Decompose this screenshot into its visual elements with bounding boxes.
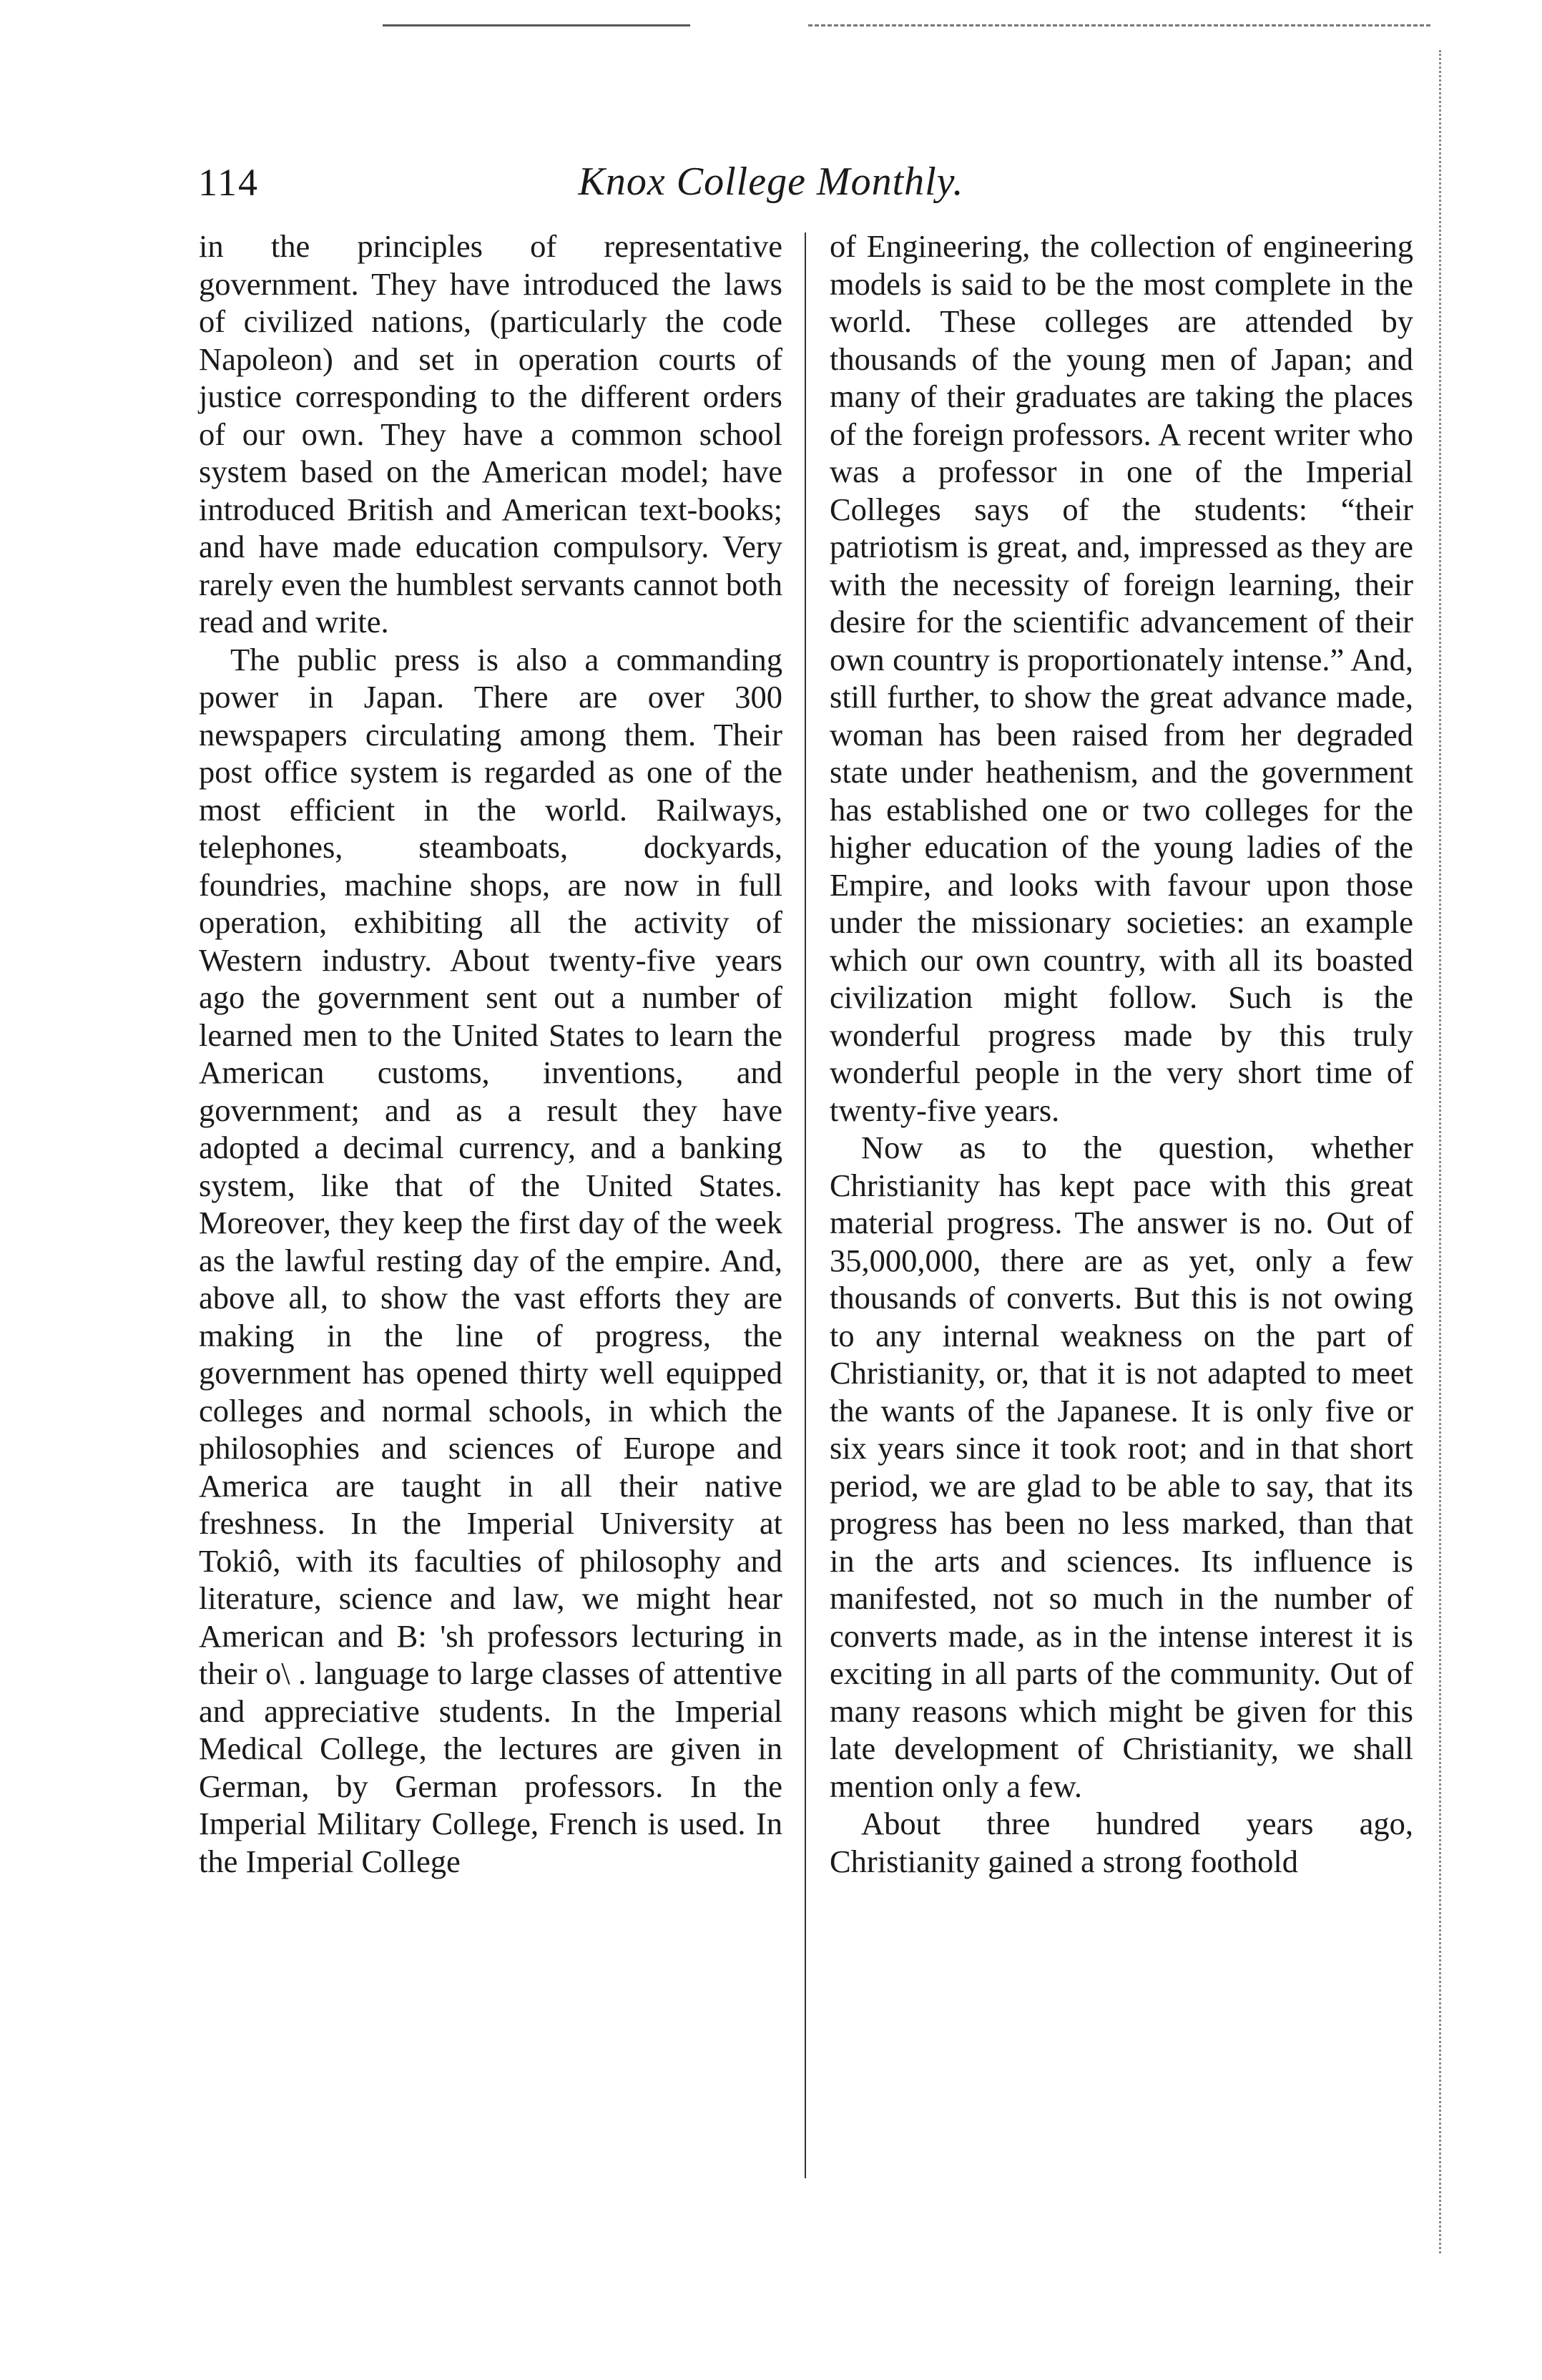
right-paragraph-3: About three hundred years ago, Christianity gained a strong foothold [830, 1806, 1413, 1879]
top-rule-left [383, 24, 690, 26]
page-edge-line [1439, 50, 1441, 2253]
top-rule-right [808, 24, 1430, 26]
right-paragraph-1: of Engineering, the collection of engineering models is said to be the most complete in the world. These colleges are attended by thousands of the young men of Japan; and many of their graduates are taking the places of the foreign professors. A recent writer who was a professor in one of the Imperial Colleges says of the students: “their patriotism is great, and, impressed as they are with the necessity of foreign learning, their desire for the scientific advancement of their own country is proportionately intense.” And, still further, to show the great advance made, woman has been raised from her degraded state under heathenism, and the government has established one or two colleges for the higher education of the young ladies of the Empire, and looks with favour upon those under the missionary societies: an example which our own country, with all its boasted civilization might follow. Such is the wonderful progress made by this truly wonderful people in the very short time of twenty-five years. [830, 228, 1413, 1128]
left-paragraph-1: in the principles of representative government. They have introduced the laws of civilized nations, (particularly the code Napoleon) and set in operation courts of justice corresponding to the different orders of our own. They have a common school system based on the American model; have introduced British and American text-books; and have made education compulsory. Very rarely even the humblest servants cannot both read and write. [199, 228, 782, 640]
page-number: 114 [198, 161, 259, 204]
right-column [830, 227, 1413, 1880]
left-paragraph-2: The public press is also a commanding power in Japan. There are over 300 newspapers circulating among them. Their post office system is regarded as one of the most efficient in the world. Railways, telephones, steamboats, dockyards, foundries, machine shops, are now in full operation, exhibiting all the activity of Western industry. About twenty-five years ago the government sent out a number of learned men to the United States to learn the American customs, inventions, and government; and as a result they have adopted a decimal currency, and a banking system, like that of the United States. Moreover, they keep the first day of the week as the lawful resting day of the empire. And, above all, to show the vast efforts they are making in the line of progress, the government has opened thirty well equipped colleges and normal schools, in which the philosophies and sciences of Europe and America are taught in all their native freshness. In the Imperial University at Tokiô, with its faculties of philosophy and literature, science and law, we might hear American and B: 'sh professors lecturing in their o\ . language to large classes of attentive and appreciative students. In the Imperial Medical College, the lectures are given in German, by German professors. In the Imperial Military College, French is used. In the Imperial College [199, 641, 782, 1879]
running-title: Knox College Monthly. [578, 160, 964, 204]
left-column [199, 227, 782, 1880]
column-divider [805, 232, 806, 2178]
right-paragraph-2: Now as to the question, whether Christianity has kept pace with this great material progress. The answer is no. Out of 35,000,000, there are as yet, only a few thousands of converts. But this is not owing to any internal weakness on the part of Christianity, or, that it is not adapted to meet the wants of the Japanese. It is only five or six years since it took root; and in that short period, we are glad to be able to say, that its progress has been no less marked, than that in the arts and sciences. Its influence is manifested, not so much in the number of converts made, as in the intense interest it is exciting in all parts of the community. Out of many reasons which might be given for this late development of Christianity, we shall mention only a few. [830, 1130, 1413, 1804]
